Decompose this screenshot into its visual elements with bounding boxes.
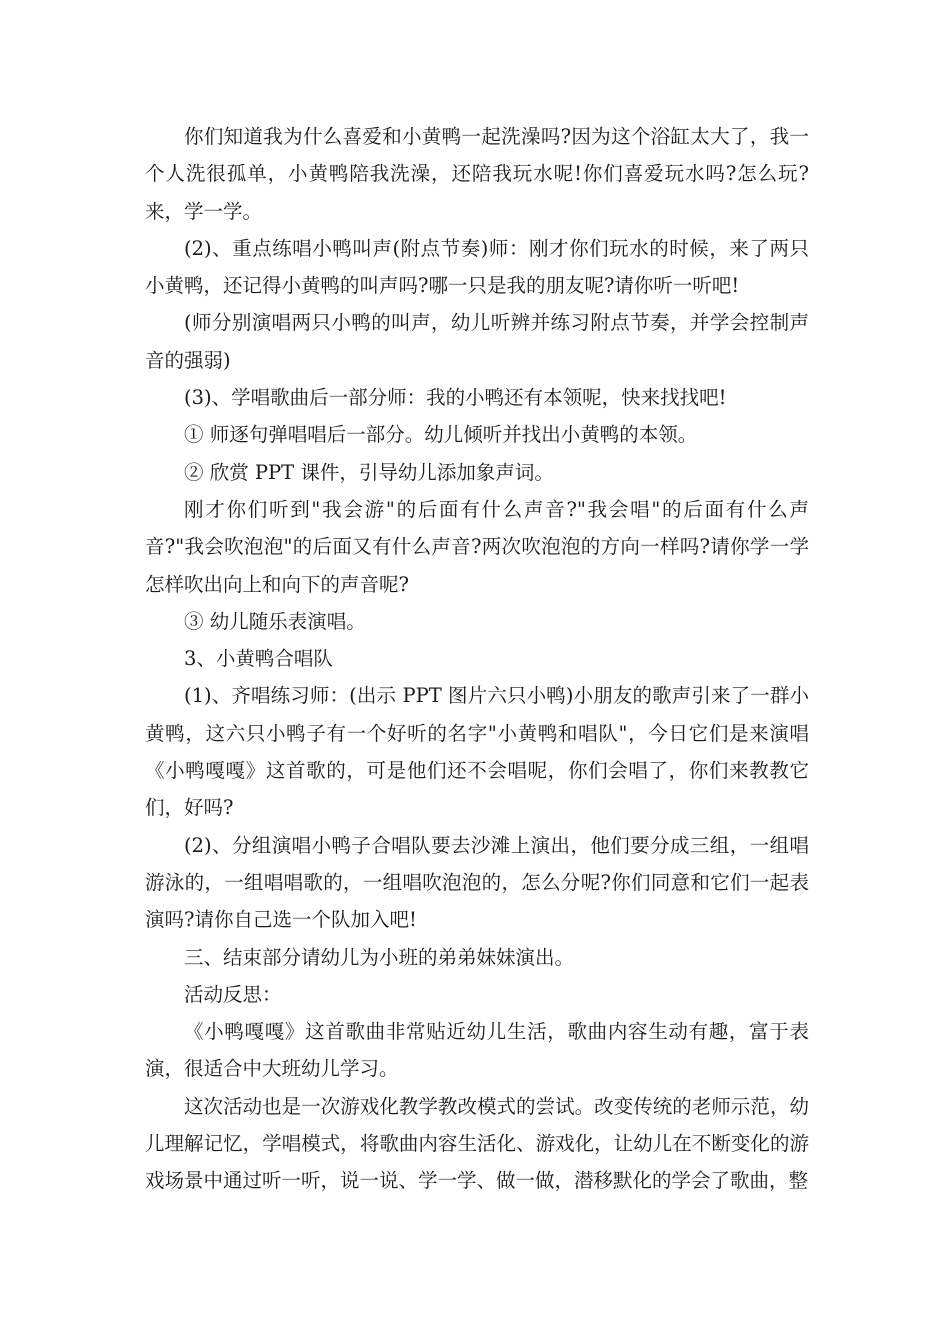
section-heading: 三、结束部分请幼儿为小班的弟弟妹妹演出。 [184,945,575,969]
paragraph: (师分别演唱两只小鸭的叫声，幼儿听辨并练习附点节奏，并学会控制声音的强弱) [145,311,809,372]
paragraph: (2)、分组演唱小鸭子合唱队要去沙滩上演出，他们要分成三组，一组唱游泳的，一组唱唱歌的，一组唱吹泡泡的，怎么分呢?你们同意和它们一起表演吗?请你自己选一个队加入吧! [145,833,809,932]
paragraph: 《小鸭嘎嘎》这首歌曲非常贴近幼儿生活，歌曲内容生动有趣，富于表演，很适合中大班幼儿学习。 [145,1020,809,1081]
paragraph: ③ 幼儿随乐表演唱。 [184,609,366,633]
paragraph: (2)、重点练唱小鸭叫声(附点节奏)师：刚才你们玩水的时候，来了两只小黄鸭，还记得小黄鸭的叫声吗?哪一只是我的朋友呢?请你听一听吧! [145,236,809,298]
paragraph: (1)、齐唱练习师：(出示 PPT 图片六只小鸭)小朋友的歌声引来了一群小黄鸭，这六只小鸭子有一个好听的名字"小黄鸭和唱队"，今日它们是来演唱《小鸭嘎嘎》这首歌的，可是他们还不会唱呢，你们会唱了，你们来教教它们，好吗? [145,684,809,820]
paragraph: 你们知道我为什么喜爱和小黄鸭一起洗澡吗?因为这个浴缸太大了，我一个人洗很孤单，小黄鸭陪我洗澡，还陪我玩水呢!你们喜爱玩水吗?怎么玩?来，学一学。 [145,125,809,223]
section-heading: 3、小黄鸭合唱队 [184,647,333,671]
paragraph: 刚才你们听到"我会游"的后面有什么声音?"我会唱"的后面有什么声音?"我会吹泡泡"的后面又有什么声音?两次吹泡泡的方向一样吗?请你学一学怎样吹出向上和向下的声音呢? [145,497,809,596]
paragraph: ① 师逐句弹唱唱后一部分。幼儿倾听并找出小黄鸭的本领。 [184,423,698,447]
document-body [145,118,809,1200]
paragraph: 这次活动也是一次游戏化教学教改模式的尝试。改变传统的老师示范，幼儿理解记忆，学唱模式，将歌曲内容生活化、游戏化，让幼儿在不断变化的游戏场景中通过听一听，说一说、学一学、做一做，潜移默化的学会了歌曲，整 [145,1094,809,1193]
paragraph: (3)、学唱歌曲后一部分师：我的小鸭还有本领呢，快来找找吧! [184,386,727,410]
section-heading: 活动反思： [184,982,282,1006]
paragraph: ② 欣赏 PPT 课件，引导幼儿添加象声词。 [184,460,554,484]
